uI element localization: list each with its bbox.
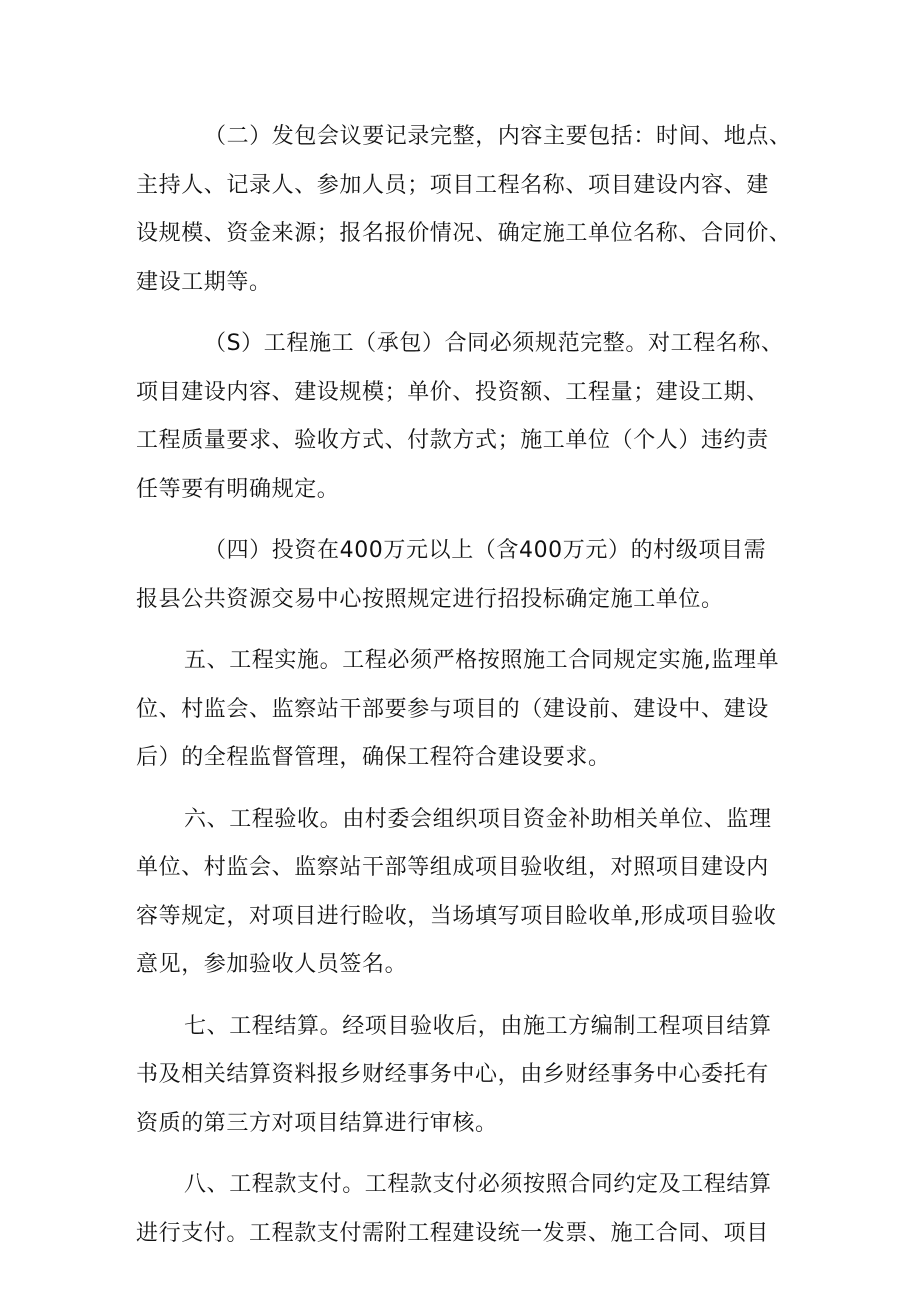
paragraph-payment [136, 1161, 796, 1258]
text-line: 后）的全程监督管理，确保工程符合建设要求。 [136, 745, 611, 770]
paragraph-gap [136, 990, 796, 1003]
paragraph-construction-contract [136, 320, 796, 514]
text-line: （二）发包会议要记录完整，内容主要包括：时间、地点、 [204, 124, 792, 149]
document-body [136, 113, 796, 1258]
paragraph-project-implementation [136, 637, 796, 783]
paragraph-gap [136, 624, 796, 637]
text-line: 工程质量要求、验收方式、付款方式；施工单位（个人）违约责 [136, 428, 769, 453]
text-line: 资质的第三方对项目结算进行审核。 [136, 1110, 498, 1136]
text-line: 报县公共资源交易中心按照规定进行招投标确定施工单位。 [136, 586, 724, 612]
text-line: 主持人、记录人、参加人员；项目工程名称、项目建设内容、建 [136, 172, 769, 198]
text-line: 容等规定，对项目进行睑收，当场填写项目睑收单,形成项目验收 [136, 903, 777, 929]
text-line: 六、工程验收。由村委会组织项目资金补助相关单位、监理 [184, 806, 772, 832]
paragraph-gap [136, 783, 796, 796]
text-line: 单位、村监会、监察站干部等组成项目验收组，对照项目建设内 [136, 855, 769, 880]
text-line: 位、村监会、监察站干部要参与项目的（建设前、建设中、建设 [136, 696, 769, 722]
text-line: 建设工期等。 [136, 269, 272, 295]
text-line: 书及相关结算资料报乡财经事务中心，由乡财经事务中心委托有 [136, 1062, 769, 1087]
paragraph-bidding-threshold [136, 527, 796, 624]
text-line: 七、工程结算。经项目验收后，由施工方编制工程项目结算 [184, 1013, 772, 1039]
paragraph-project-acceptance [136, 796, 796, 990]
paragraph-meeting-records [136, 113, 796, 307]
text-line: 设规模、资金来源；报名报价情况、确定施工单位名称、合同价、 [136, 221, 792, 246]
text-line: 进行支付。工程款支付需附工程建设统一发票、施工合同、项目 [136, 1220, 769, 1246]
paragraph-gap [136, 1148, 796, 1161]
paragraph-gap [136, 307, 796, 320]
text-line: 项目建设内容、建设规模；单价、投资额、工程量；建设工期、 [136, 379, 769, 405]
text-line: 意见，参加验收人员签名。 [136, 952, 408, 977]
text-line: （S）工程施工（承包）合同必须规范完整。对工程名称、 [204, 331, 784, 356]
paragraph-project-settlement [136, 1003, 796, 1149]
paragraph-gap [136, 514, 796, 527]
text-line: 任等要有明确规定。 [136, 476, 340, 502]
text-line: 五、工程实施。工程必须严格按照施工合同规定实施,监理单 [184, 648, 780, 673]
text-line: 八、工程款支付。工程款支付必须按照合同约定及工程结算 [184, 1172, 772, 1197]
text-line: （四）投资在400万元以上（含400万元）的村级项目需 [204, 538, 767, 563]
